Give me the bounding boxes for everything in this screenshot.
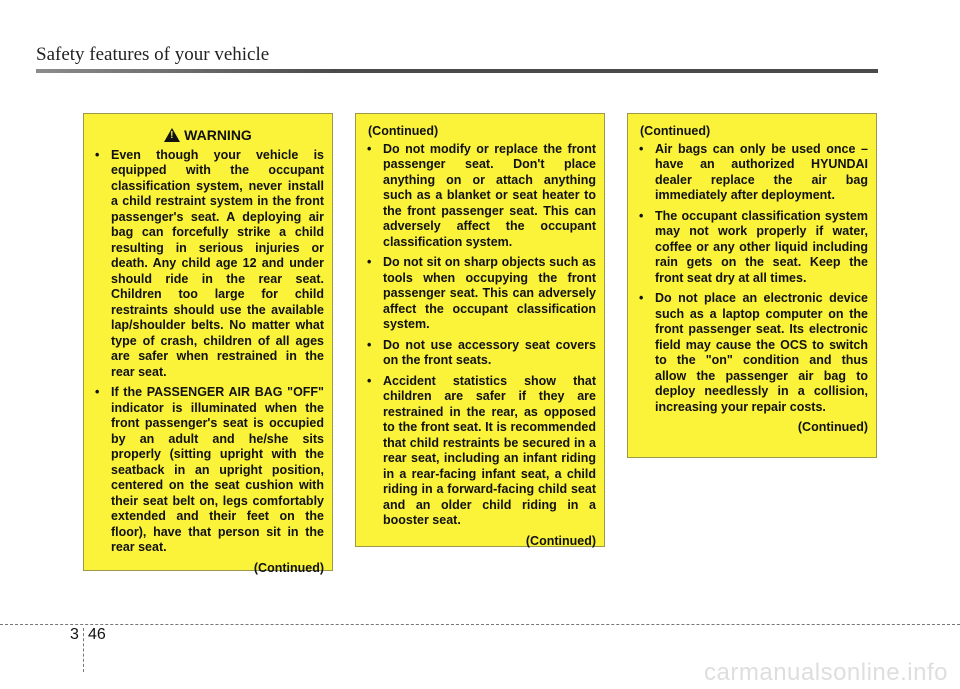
warning-list-3 bbox=[636, 142, 868, 416]
warning-box-1 bbox=[83, 113, 333, 575]
list-item: • Do not modify or replace the front passenger seat. Don't place anything on or attach anything such as a blanket or seat heater to the front passenger seat. This can adversely affect the occupant classification system. bbox=[364, 142, 596, 251]
list-item: • The occupant classification system may not work properly if water, coffee or any other liquid including rain gets on the seat. Keep the front seat dry at all times. bbox=[636, 209, 868, 287]
warning-triangle-icon bbox=[164, 128, 180, 142]
continued-label: (Continued) bbox=[797, 420, 868, 434]
page-section-title: Safety features of your vehicle bbox=[36, 44, 270, 65]
warning-list-2 bbox=[364, 142, 596, 529]
continued-label: (Continued) bbox=[253, 560, 324, 575]
watermark: carmanualsonline.info bbox=[704, 659, 948, 686]
warning-box-3 bbox=[627, 113, 877, 458]
list-item: • Accident statistics show that children are safer if they are restrained in the rear, as opposed to the front seat. It is recommended that child restraints be secured in a rear seat, including an infant riding in a rear-facing infant seat, a child riding in a forward-facing child seat and an older child riding in a booster seat. bbox=[364, 374, 596, 529]
footer-rule bbox=[0, 624, 960, 625]
warning-box-2 bbox=[355, 113, 605, 547]
list-item: • Air bags can only be used once – have an authorized HYUNDAI dealer replace the air bag immediately after deployment. bbox=[636, 142, 868, 204]
continued-label: (Continued) bbox=[640, 124, 711, 138]
list-item: • Even though your vehicle is equipped with the occupant classification system, never install a child restraint system in the front passenger's seat. A deploying air bag can forcefully strike a child resulting in serious injuries or death. Any child age 12 and under should ride in the rear seat. Children too large for child restraints should use the available lap/shoulder belts. No matter what type of crash, children of all ages are safer when restrained in the rear seat. bbox=[92, 148, 324, 381]
warning-label: WARNING bbox=[184, 127, 252, 143]
footer-divider bbox=[83, 628, 84, 672]
list-item: • Do not sit on sharp objects such as tools when occupying the front passenger seat. This can adversely affect the occupant classification system. bbox=[364, 255, 596, 333]
list-item: • If the PASSENGER AIR BAG "OFF" indicator is illuminated when the front passenger's seat is occupied by an adult and he/she sits properly (sitting upright with the seatback in an upright position, centered on the seat cushion with their seat belt on, legs comfortably extended and their feet on the floor), have that person sit in the rear seat. bbox=[92, 385, 324, 556]
page-number: 46 bbox=[88, 626, 106, 643]
warning-list-1 bbox=[92, 148, 324, 556]
chapter-number: 3 bbox=[70, 626, 79, 643]
header-rule bbox=[36, 69, 878, 73]
warning-heading bbox=[92, 128, 324, 144]
list-item: • Do not use accessory seat covers on the front seats. bbox=[364, 338, 596, 369]
continued-label: (Continued) bbox=[368, 124, 439, 138]
continued-label: (Continued) bbox=[525, 533, 596, 548]
list-item: • Do not place an electronic device such as a laptop computer on the front passenger seat. Its electronic field may cause the OCS to switch to the "on" condition and thus allow the passenger air bag to deploy needlessly in a collision, increasing your repair costs. bbox=[636, 291, 868, 415]
